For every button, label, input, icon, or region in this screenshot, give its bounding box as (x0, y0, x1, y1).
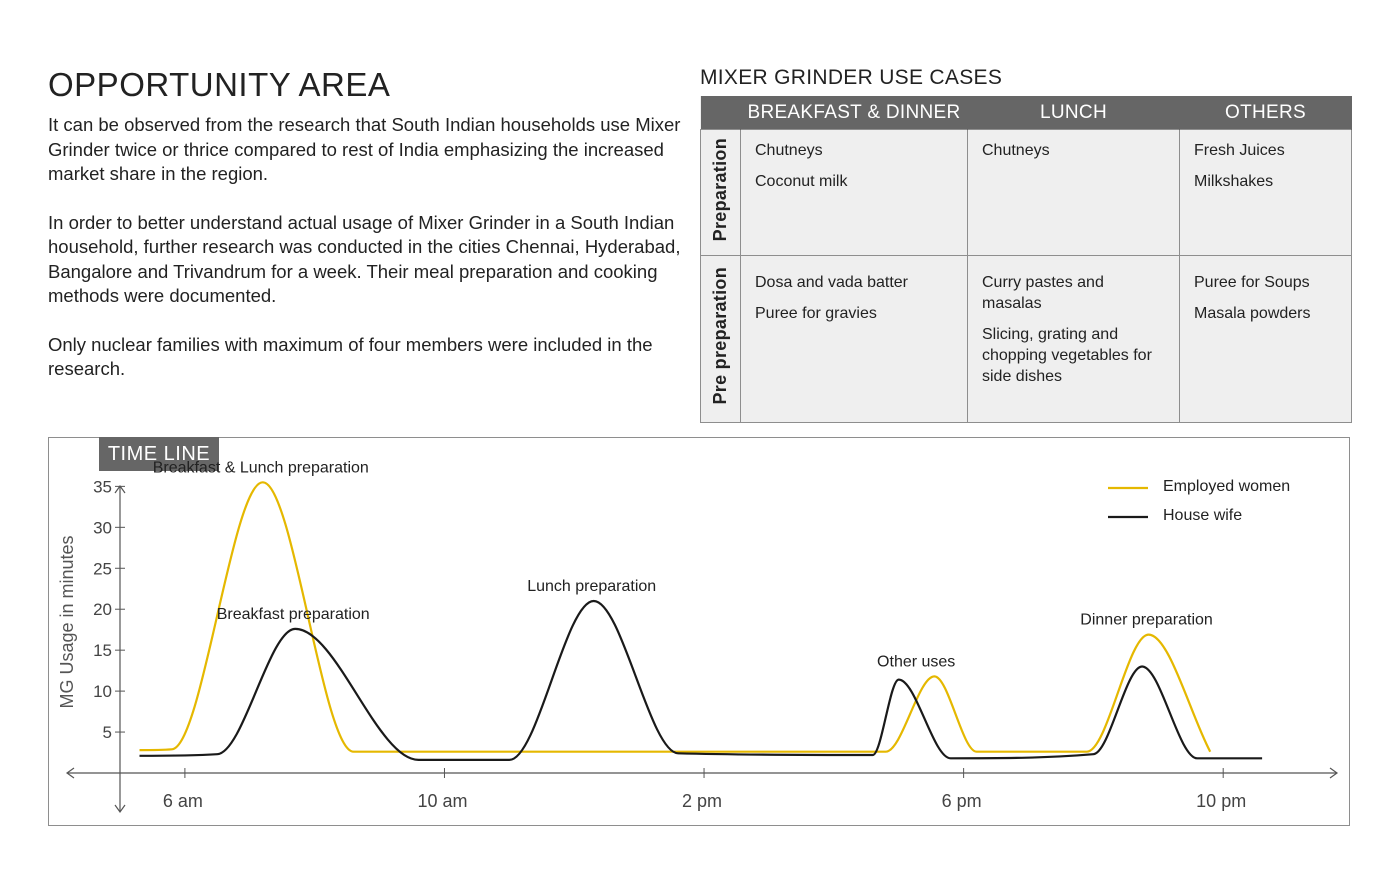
cell-item: Masala powders (1194, 305, 1311, 322)
chart-annotation: Dinner preparation (1080, 611, 1213, 629)
chart-annotation: Other uses (877, 653, 956, 671)
row-label: Pre preparation (710, 267, 730, 405)
column-header: LUNCH (968, 96, 1180, 130)
cell-item: Curry pastes and masalas (982, 274, 1104, 312)
timeline-tab: TIME LINE (99, 437, 219, 471)
x-tick-label: 6 am (162, 791, 203, 811)
y-tick-label: 25 (93, 559, 112, 579)
y-tick-label: 30 (93, 518, 112, 538)
x-tick-label: 10 am (417, 791, 468, 811)
use-cases-title: MIXER GRINDER USE CASES (700, 66, 1003, 89)
y-tick-label: 10 (93, 682, 112, 702)
cell-item: Fresh Juices (1194, 142, 1285, 159)
y-tick-label: 20 (93, 600, 112, 620)
cell-item: Puree for gravies (755, 305, 877, 322)
cell-item: Coconut milk (755, 173, 848, 190)
cell-item: Chutneys (755, 142, 823, 159)
cell-item: Milkshakes (1194, 173, 1274, 190)
cell-item: Dosa and vada batter (755, 274, 908, 291)
x-tick-label: 2 pm (682, 791, 723, 811)
legend-label: House wife (1163, 507, 1243, 524)
column-header: BREAKFAST & DINNER (741, 96, 968, 130)
cell-item: Puree for Soups (1194, 274, 1310, 291)
chart-annotation: Lunch preparation (527, 578, 657, 596)
y-tick-label: 35 (93, 477, 112, 497)
opportunity-title: OPPORTUNITY AREA (48, 66, 391, 103)
y-axis-label: MG Usage in minutes (57, 535, 77, 709)
legend-label: Employed women (1163, 478, 1291, 495)
paragraph: It can be observed from the research that South Indian households use Mixer Grinder twice or thrice compared to rest of India emphasizing the increased market share in the region. (48, 114, 681, 184)
paragraph: Only nuclear families with maximum of four members were included in the research. (48, 333, 653, 379)
y-tick-label: 15 (93, 641, 112, 661)
column-header: OTHERS (1180, 96, 1352, 130)
y-tick-label: 5 (102, 723, 112, 743)
x-tick-label: 10 pm (1196, 791, 1247, 811)
cell-item: Slicing, grating and chopping vegetables for side dishes (982, 326, 1152, 385)
row-label: Preparation (710, 137, 730, 242)
x-tick-label: 6 pm (941, 791, 982, 811)
cell-item: Chutneys (982, 142, 1050, 159)
paragraph: In order to better understand actual usage of Mixer Grinder in a South Indian household, further research was conducted in the cities Chennai, Hyderabad, Bangalore and Trivandrum for a week. Their meal preparation and cooking methods were documented. (48, 211, 681, 306)
chart-annotation: Breakfast preparation (216, 605, 370, 623)
chart-annotation: Breakfast & Lunch preparation (152, 459, 369, 477)
